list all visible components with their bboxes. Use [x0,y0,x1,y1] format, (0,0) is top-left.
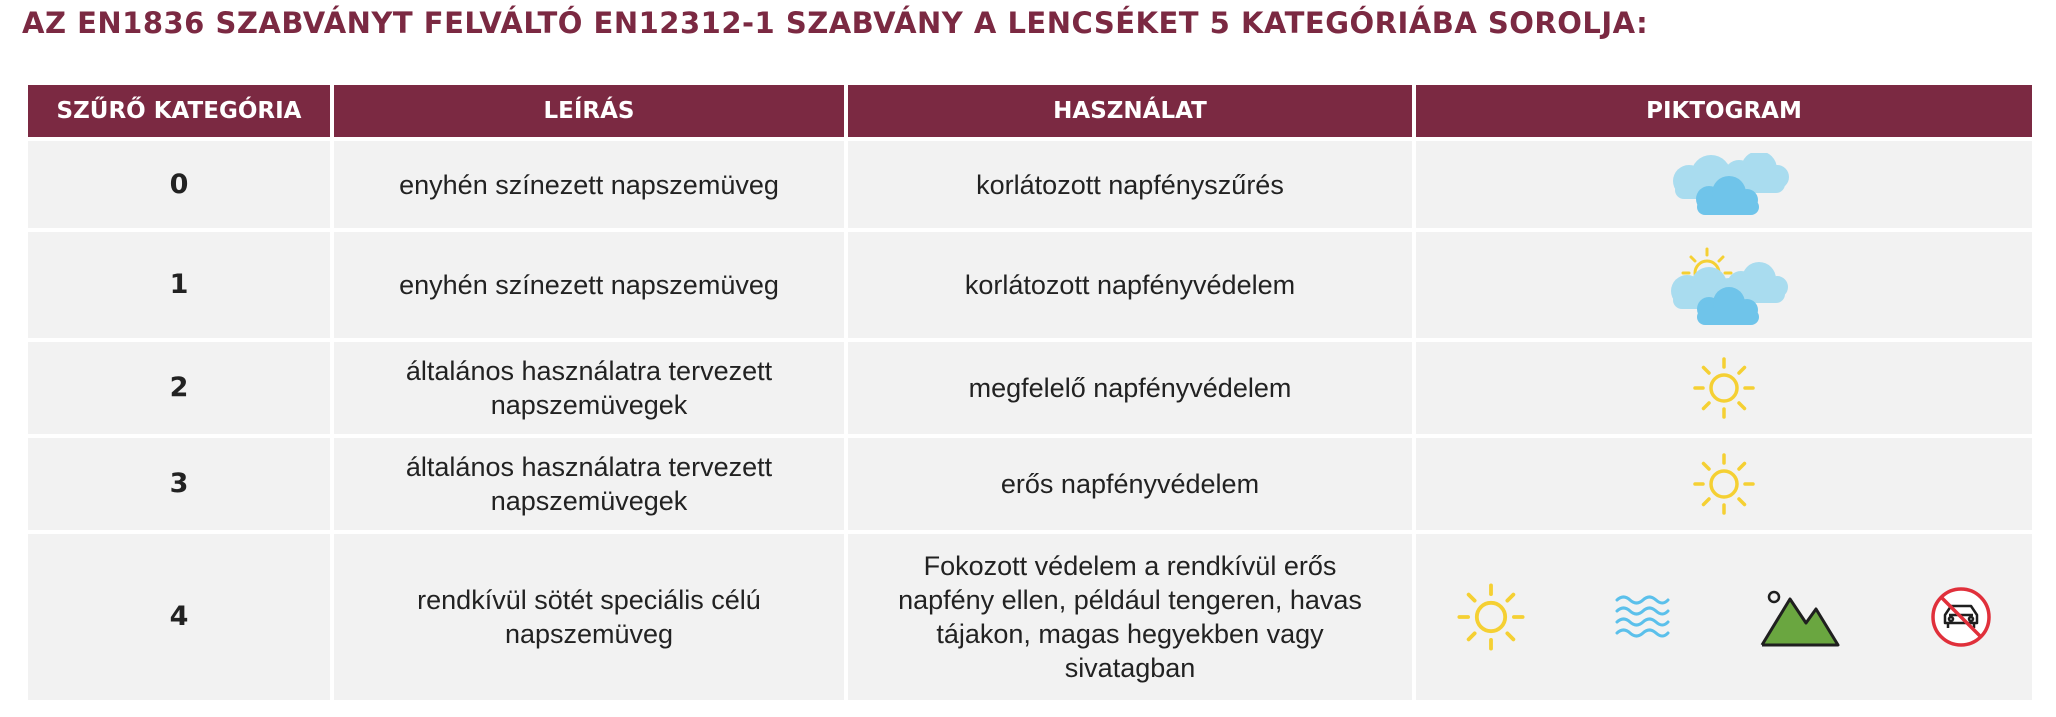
category-cell: 3 [26,436,332,532]
description-cell [332,340,846,436]
mountains-icon [1758,585,1842,649]
description-cell [332,230,846,340]
usage-line: sivatagban [1064,653,1196,683]
table-row [26,532,2034,702]
usage-line: korlátozott napfényszűrés [976,169,1284,200]
description-line: napszemüvegek [490,486,688,516]
table-row [26,340,2034,436]
description-line: enyhén színezett napszemüveg [399,270,779,300]
page-title: AZ EN1836 SZABVÁNYT FELVÁLTÓ EN12312-1 SZABVÁNY A LENCSÉKET 5 KATEGÓRIÁBA SOROLJA: [22,6,1649,40]
description-line: általános használatra tervezett [405,452,773,482]
description-line: napszemüvegek [490,390,688,420]
description-cell [332,139,846,230]
table-header-row [26,83,2034,139]
table-row [26,139,2034,230]
usage-line: megfelelő napfényvédelem [968,373,1292,403]
category-cell: 0 [26,139,332,230]
description-line: napszemüveg [504,619,674,649]
sun-behind-clouds-icon [1659,243,1789,327]
column-header-category: SZŰRŐ KATEGÓRIA [26,83,332,139]
usage-line: korlátozott napfényvédelem [964,270,1296,300]
pictogram-cell [1414,230,2034,340]
usage-cell [846,340,1414,436]
category-cell: 4 [26,532,332,702]
category-cell: 2 [26,340,332,436]
usage-line: erős napfényvédelem [1000,469,1260,499]
table-row [26,436,2034,532]
usage-cell [846,436,1414,532]
sun-icon [1691,355,1757,421]
description-cell [332,532,846,702]
description-line: rendkívül sötét speciális célú [417,585,761,615]
pictogram-cell [1414,139,2034,230]
column-header-pictogram: PIKTOGRAM [1414,83,2034,139]
pictogram-cell [1414,436,2034,532]
column-header-description: LEÍRÁS [332,83,846,139]
description-line: általános használatra tervezett [405,356,773,386]
pictogram-group [1416,581,2032,653]
usage-line: napfény ellen, például tengeren, havas [898,585,1362,615]
no-driving-icon [1929,585,1993,649]
water-waves-icon [1614,592,1670,642]
table-row [26,230,2034,340]
pictogram-cell [1414,340,2034,436]
clouds-icon [1659,153,1789,217]
column-header-usage: HASZNÁLAT [846,83,1414,139]
usage-cell [846,532,1414,702]
usage-line: tájakon, magas hegyekben vagy [936,619,1324,649]
description-cell [332,436,846,532]
usage-cell [846,139,1414,230]
sun-icon [1455,581,1527,653]
category-cell: 1 [26,230,332,340]
pictogram-cell [1414,532,2034,702]
usage-cell [846,230,1414,340]
sun-icon [1691,451,1757,517]
usage-line: Fokozott védelem a rendkívül erős [923,551,1337,581]
filter-category-table [24,81,2036,704]
description-line: enyhén színezett napszemüveg [399,169,779,200]
